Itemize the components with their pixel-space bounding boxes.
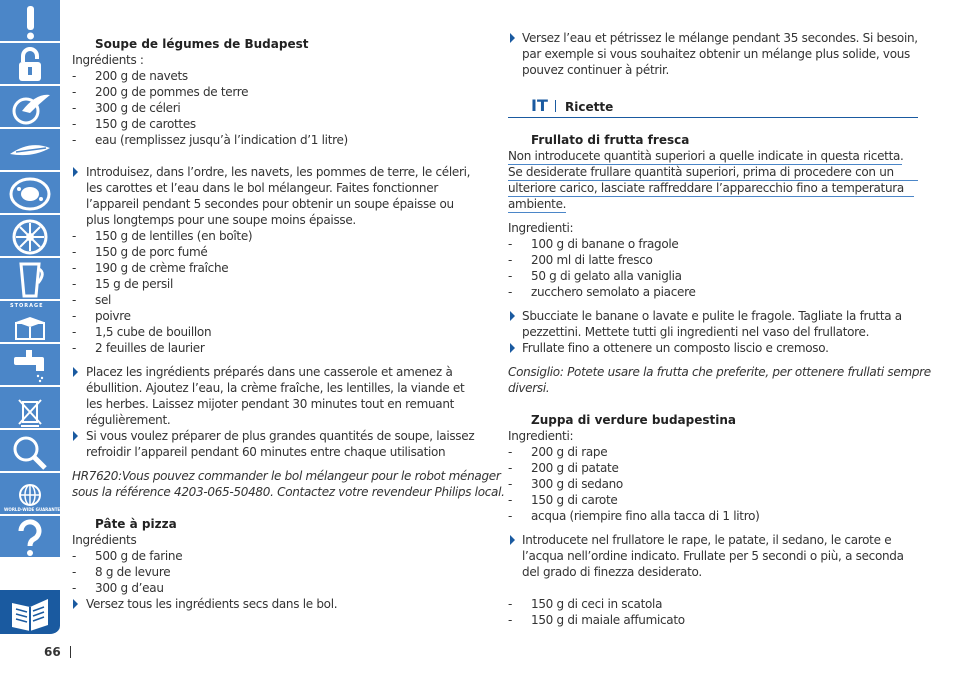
step-line: refroidir l’appareil pendant 60 minutes entre chaque utilisation — [86, 445, 446, 459]
step-line: régulièrement. — [86, 413, 171, 427]
list-dash: - — [508, 509, 513, 523]
page-number: 66 — [44, 645, 61, 659]
list-item: 300 g di sedano — [531, 477, 623, 491]
book-icon — [6, 593, 54, 633]
faucet-icon — [6, 347, 54, 385]
magnifier-icon — [6, 433, 54, 471]
guarantee-label: WORLD-WIDE GUARANTEE — [4, 507, 63, 512]
step-line: del grado di finezza desiderato. — [522, 565, 702, 579]
bullet-arrow-icon — [510, 33, 515, 43]
disc-icon — [6, 218, 54, 256]
sidebar-icons — [0, 0, 63, 636]
bullet-arrow-icon — [510, 535, 515, 545]
disposal-tile[interactable] — [0, 387, 60, 430]
list-item: zucchero semolato a piacere — [531, 285, 696, 299]
list-item: 150 g di ceci in scatola — [531, 597, 663, 611]
disc-tile[interactable] — [0, 215, 60, 258]
language-code: IT — [531, 96, 548, 115]
step-line: les carottes et l’eau dans le bol mélangeur. Faites fonctionner — [86, 181, 438, 195]
step-line: pouvez continuer à pétrir. — [522, 63, 670, 77]
step-line: Frullate fino a ottenere un composto liscio e cremoso. — [522, 341, 829, 355]
jar-tile[interactable] — [0, 258, 60, 301]
list-item: 300 g de céleri — [95, 101, 181, 115]
list-dash: - — [508, 493, 513, 507]
list-dash: - — [72, 133, 77, 147]
bullet-arrow-icon — [73, 367, 78, 377]
step-line: Sbucciate le banane o lavate e pulite le fragole. Tagliate la frutta a — [522, 309, 902, 323]
whisk-tile[interactable] — [0, 129, 60, 172]
list-dash: - — [72, 565, 77, 579]
troubleshooting-tile[interactable] — [0, 430, 60, 473]
bullet-arrow-icon — [73, 431, 78, 441]
list-dash: - — [508, 237, 513, 251]
guarantee-tile[interactable] — [0, 473, 63, 516]
list-item: 500 g de farine — [95, 549, 183, 563]
list-dash: - — [72, 325, 77, 339]
dough-ingredients-label: Ingrédients — [72, 533, 137, 547]
list-dash: - — [508, 445, 513, 459]
list-dash: - — [72, 117, 77, 131]
list-dash: - — [72, 69, 77, 83]
step-line: Introducete nel frullatore le rape, le patate, il sedano, le carote e — [522, 533, 892, 547]
blender-jar-icon — [6, 261, 54, 299]
note-line: HR7620:Vous pouvez commander le bol mélangeur pour le robot ménager — [72, 469, 501, 483]
question-tile[interactable] — [0, 516, 60, 559]
step-line: ébullition. Ajoutez l’eau, la crème fraîche, les lentilles, la viande et — [86, 381, 465, 395]
step-line: Placez les ingrédients préparés dans une casserole et amenez à — [86, 365, 453, 379]
step-line: Versez l’eau et pétrissez le mélange pendant 35 secondes. Si besoin, — [522, 31, 918, 45]
list-dash: - — [72, 261, 77, 275]
bullet-arrow-icon — [73, 167, 78, 177]
whisk-icon — [6, 132, 54, 170]
list-item: 15 g de persil — [95, 277, 173, 291]
list-item: 1,5 cube de bouillon — [95, 325, 212, 339]
list-dash: - — [508, 477, 513, 491]
list-item: 2 feuilles de laurier — [95, 341, 205, 355]
note-line: sous la référence 4203-065-50480. Contactez votre revendeur Philips local. — [72, 485, 505, 499]
list-item: 190 g de crème fraîche — [95, 261, 229, 275]
list-item: 150 g di carote — [531, 493, 618, 507]
list-item: 50 g di gelato alla vaniglia — [531, 269, 682, 283]
step-line: Versez tous les ingrédients secs dans le bol. — [86, 597, 338, 611]
step-line: l’appareil pendant 5 secondes pour obtenir un soupe épaisse ou — [86, 197, 454, 211]
step-line: par exemple si vous souhaitez obtenir un mélange plus solide, vous — [522, 47, 911, 61]
smoothie-title: Frullato di frutta fresca — [531, 133, 690, 147]
list-dash: - — [72, 341, 77, 355]
list-item: 200 g de navets — [95, 69, 188, 83]
list-item: 200 g di rape — [531, 445, 608, 459]
list-dash: - — [72, 245, 77, 259]
warning-line: ulteriore carico, lasciate raffreddare l’apparecchio fino a temperatura — [508, 181, 904, 195]
list-dash: - — [72, 549, 77, 563]
safety-tile[interactable] — [0, 43, 60, 86]
tip-line: diversi. — [508, 381, 550, 395]
dough-title: Pâte à pizza — [95, 517, 177, 531]
list-dash: - — [72, 229, 77, 243]
list-item: 200 g di patate — [531, 461, 619, 475]
list-item: 100 g di banane o fragole — [531, 237, 679, 251]
step-line: les herbes. Laissez mijoter pendant 30 minutes tout en remuant — [86, 397, 455, 411]
kneading-tile[interactable] — [0, 172, 60, 215]
question-icon — [6, 519, 54, 557]
list-dash: - — [72, 581, 77, 595]
list-dash: - — [508, 597, 513, 611]
blade-tile[interactable] — [0, 86, 60, 129]
warning-line: Non introducete quantità superiori a quelle indicate in questa ricetta. — [508, 149, 904, 163]
list-item: acqua (riempire fino alla tacca di 1 litro) — [531, 509, 760, 523]
list-dash: - — [508, 285, 513, 299]
bullet-arrow-icon — [510, 343, 515, 353]
step-line: l’acqua nell’ordine indicato. Frullate per 5 secondi o più, a seconda — [522, 549, 904, 563]
list-dash: - — [72, 101, 77, 115]
disposal-icon — [6, 390, 54, 428]
list-dash: - — [72, 85, 77, 99]
step-line: Si vous voulez préparer de plus grandes quantités de soupe, laissez — [86, 429, 475, 443]
soup-ingredients-label: Ingrédients : — [72, 53, 144, 67]
warning-line: Se desiderate frullare quantità superiori, prima di procedere con un — [508, 165, 894, 179]
cleaning-tile[interactable] — [0, 344, 60, 387]
list-item: 150 g de carottes — [95, 117, 196, 131]
warning-underline — [508, 196, 914, 197]
list-dash: - — [508, 269, 513, 283]
list-item: 150 g de porc fumé — [95, 245, 208, 259]
bullet-arrow-icon — [73, 599, 78, 609]
blade-icon — [6, 89, 54, 127]
exclamation-tile[interactable] — [0, 0, 60, 43]
bullet-arrow-icon — [510, 311, 515, 321]
list-dash: - — [72, 309, 77, 323]
kneading-tool-icon — [6, 175, 54, 213]
step-line: pezzettini. Mettete tutti gli ingredienti nel vaso del frullatore. — [522, 325, 870, 339]
step-line: Introduisez, dans l’ordre, les navets, les pommes de terre, le céleri, — [86, 165, 471, 179]
section-title: Ricette — [565, 100, 614, 114]
warning-line: ambiente. — [508, 197, 567, 211]
storage-tile[interactable] — [0, 301, 60, 344]
list-dash: - — [72, 277, 77, 291]
list-item: 300 g d’eau — [95, 581, 164, 595]
list-item: 200 g de pommes de terre — [95, 85, 249, 99]
smoothie-ingredients-label: Ingredienti: — [508, 221, 574, 235]
list-item: poivre — [95, 309, 131, 323]
padlock-icon — [6, 46, 54, 84]
page-number-divider — [70, 646, 71, 658]
section-rule — [508, 117, 918, 118]
exclamation-icon — [6, 3, 54, 41]
storage-icon — [6, 304, 54, 342]
list-item: 200 ml di latte fresco — [531, 253, 653, 267]
step-line: plus longtemps pour une soupe moins épaisse. — [86, 213, 356, 227]
soup-ingredients-label-it: Ingredienti: — [508, 429, 574, 443]
recipes-tile[interactable] — [0, 590, 60, 636]
list-dash: - — [72, 293, 77, 307]
list-dash: - — [508, 613, 513, 627]
list-item: sel — [95, 293, 112, 307]
language-divider — [555, 100, 556, 112]
soup-title: Soupe de légumes de Budapest — [95, 37, 309, 51]
tip-line: Consiglio: Potete usare la frutta che preferite, per ottenere frullati sempre — [508, 365, 931, 379]
storage-label: STORAGE — [10, 303, 44, 309]
list-item: 150 g de lentilles (en boîte) — [95, 229, 253, 243]
list-item: 8 g de levure — [95, 565, 171, 579]
list-dash: - — [508, 253, 513, 267]
list-item: eau (remplissez jusqu’à l’indication d’1 litre) — [95, 133, 348, 147]
list-item: 150 g di maiale affumicato — [531, 613, 685, 627]
warning-underline — [508, 212, 566, 213]
soup-title-it: Zuppa di verdure budapestina — [531, 413, 737, 427]
list-dash: - — [508, 461, 513, 475]
